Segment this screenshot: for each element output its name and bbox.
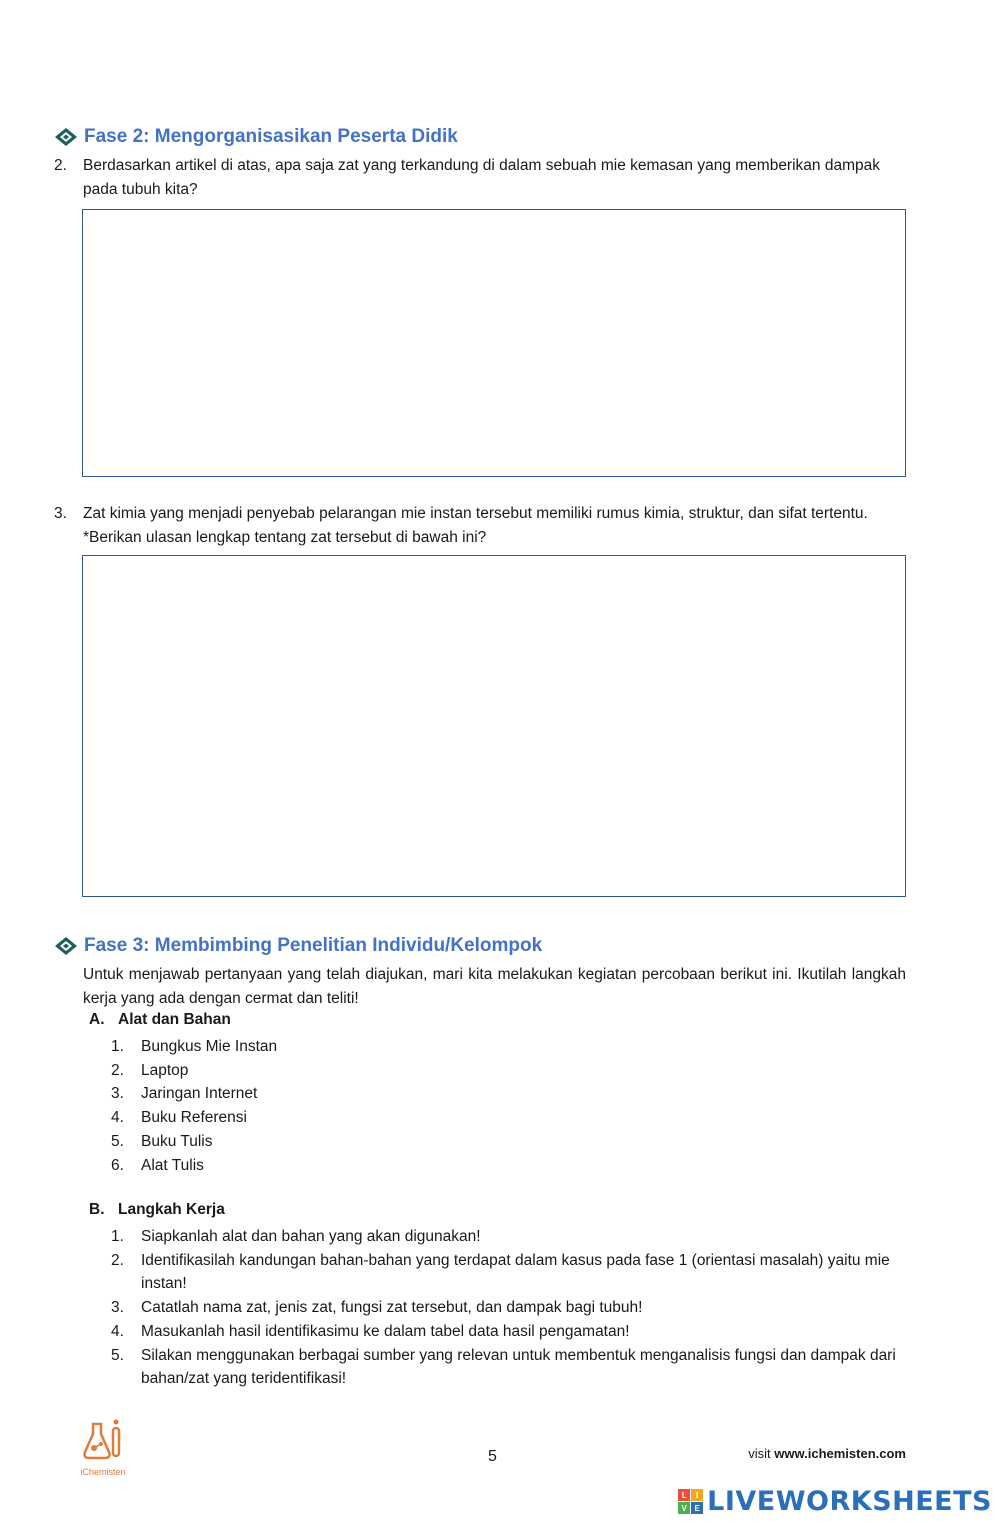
page-number: 5: [488, 1448, 497, 1465]
section-b-heading: [89, 1201, 225, 1219]
phase-2-heading: [54, 126, 458, 148]
question-2-number: 2.: [54, 157, 67, 174]
footer-visit: [748, 1446, 906, 1461]
visit-url[interactable]: www.ichemisten.com: [774, 1446, 906, 1461]
section-b-title: Langkah Kerja: [118, 1201, 225, 1218]
question-2-text: Berdasarkan artikel di atas, apa saja zat yang terkandung di dalam sebuah mie kemasan yang memberikan dampak pada tubuh kita?: [83, 157, 880, 198]
section-b-letter: B.: [89, 1201, 105, 1218]
section-b-list: [111, 1225, 907, 1391]
question-3-number: 3.: [54, 505, 67, 522]
list-item: 2. Laptop: [111, 1061, 189, 1079]
ichemisten-logo: [78, 1418, 128, 1477]
list-item: 3. Catatlah nama zat, jenis zat, fungsi zat tersebut, dan dampak bagi tubuh!: [111, 1299, 643, 1317]
list-item: 1. Siapkanlah alat dan bahan yang akan digunakan!: [111, 1228, 481, 1245]
list-item: 1. Bungkus Mie Instan: [111, 1038, 278, 1055]
question-3-text: Zat kimia yang menjadi penyebab pelarangan mie instan tersebut memiliki rumus kimia, struktur, dan sifat tertentu. *Berikan ulasan lengkap tentang zat tersebut di bawah ini?: [83, 505, 868, 546]
diamond-bullet-icon: [54, 127, 78, 147]
phase-3-heading: [54, 935, 542, 957]
liveworksheets-logo: [678, 1486, 992, 1517]
list-item: 2. Identifikasilah kandungan bahan-bahan yang terdapat dalam kasus pada fase 1 (orientasi masalah) yaitu mie instan!: [111, 1251, 890, 1293]
section-a-heading: [89, 1011, 231, 1029]
list-item: 3. Jaringan Internet: [111, 1085, 258, 1103]
phase-3-intro: Untuk menjawab pertanyaan yang telah diajukan, mari kita melakukan kegiatan percobaan berikut ini. Ikutilah langkah kerja yang ada dengan cermat dan teliti!: [83, 966, 906, 1007]
live-grid-icon: L I V E: [678, 1489, 703, 1514]
question-3: [54, 502, 906, 550]
visit-prefix: visit: [748, 1446, 771, 1461]
section-a-title: Alat dan Bahan: [118, 1011, 231, 1028]
list-item: 5. Silakan menggunakan berbagai sumber yang relevan untuk membentuk menganalisis fungsi dan dampak dari bahan/zat yang teridentifikasi!: [111, 1346, 896, 1388]
section-a-letter: A.: [89, 1011, 105, 1028]
answer-box-question-3[interactable]: [82, 555, 906, 897]
question-2: [54, 154, 906, 202]
ichemisten-brand-name: iChemisten: [80, 1467, 126, 1477]
liveworksheets-text: LIVEWORKSHEETS: [707, 1486, 992, 1517]
list-item: 5. Buku Tulis: [111, 1132, 213, 1150]
phase-3-title: Fase 3: Membimbing Penelitian Individu/Kelompok: [84, 935, 543, 956]
list-item: 4. Masukanlah hasil identifikasimu ke dalam tabel data hasil pengamatan!: [111, 1322, 630, 1340]
list-item: 6. Alat Tulis: [111, 1156, 204, 1174]
answer-box-question-2[interactable]: [82, 209, 906, 477]
list-item: 4. Buku Referensi: [111, 1109, 247, 1127]
diamond-bullet-icon: [54, 936, 78, 956]
section-a-list: [111, 1035, 907, 1177]
phase-2-title: Fase 2: Mengorganisasikan Peserta Didik: [84, 126, 458, 147]
flask-icon: [79, 1418, 127, 1464]
